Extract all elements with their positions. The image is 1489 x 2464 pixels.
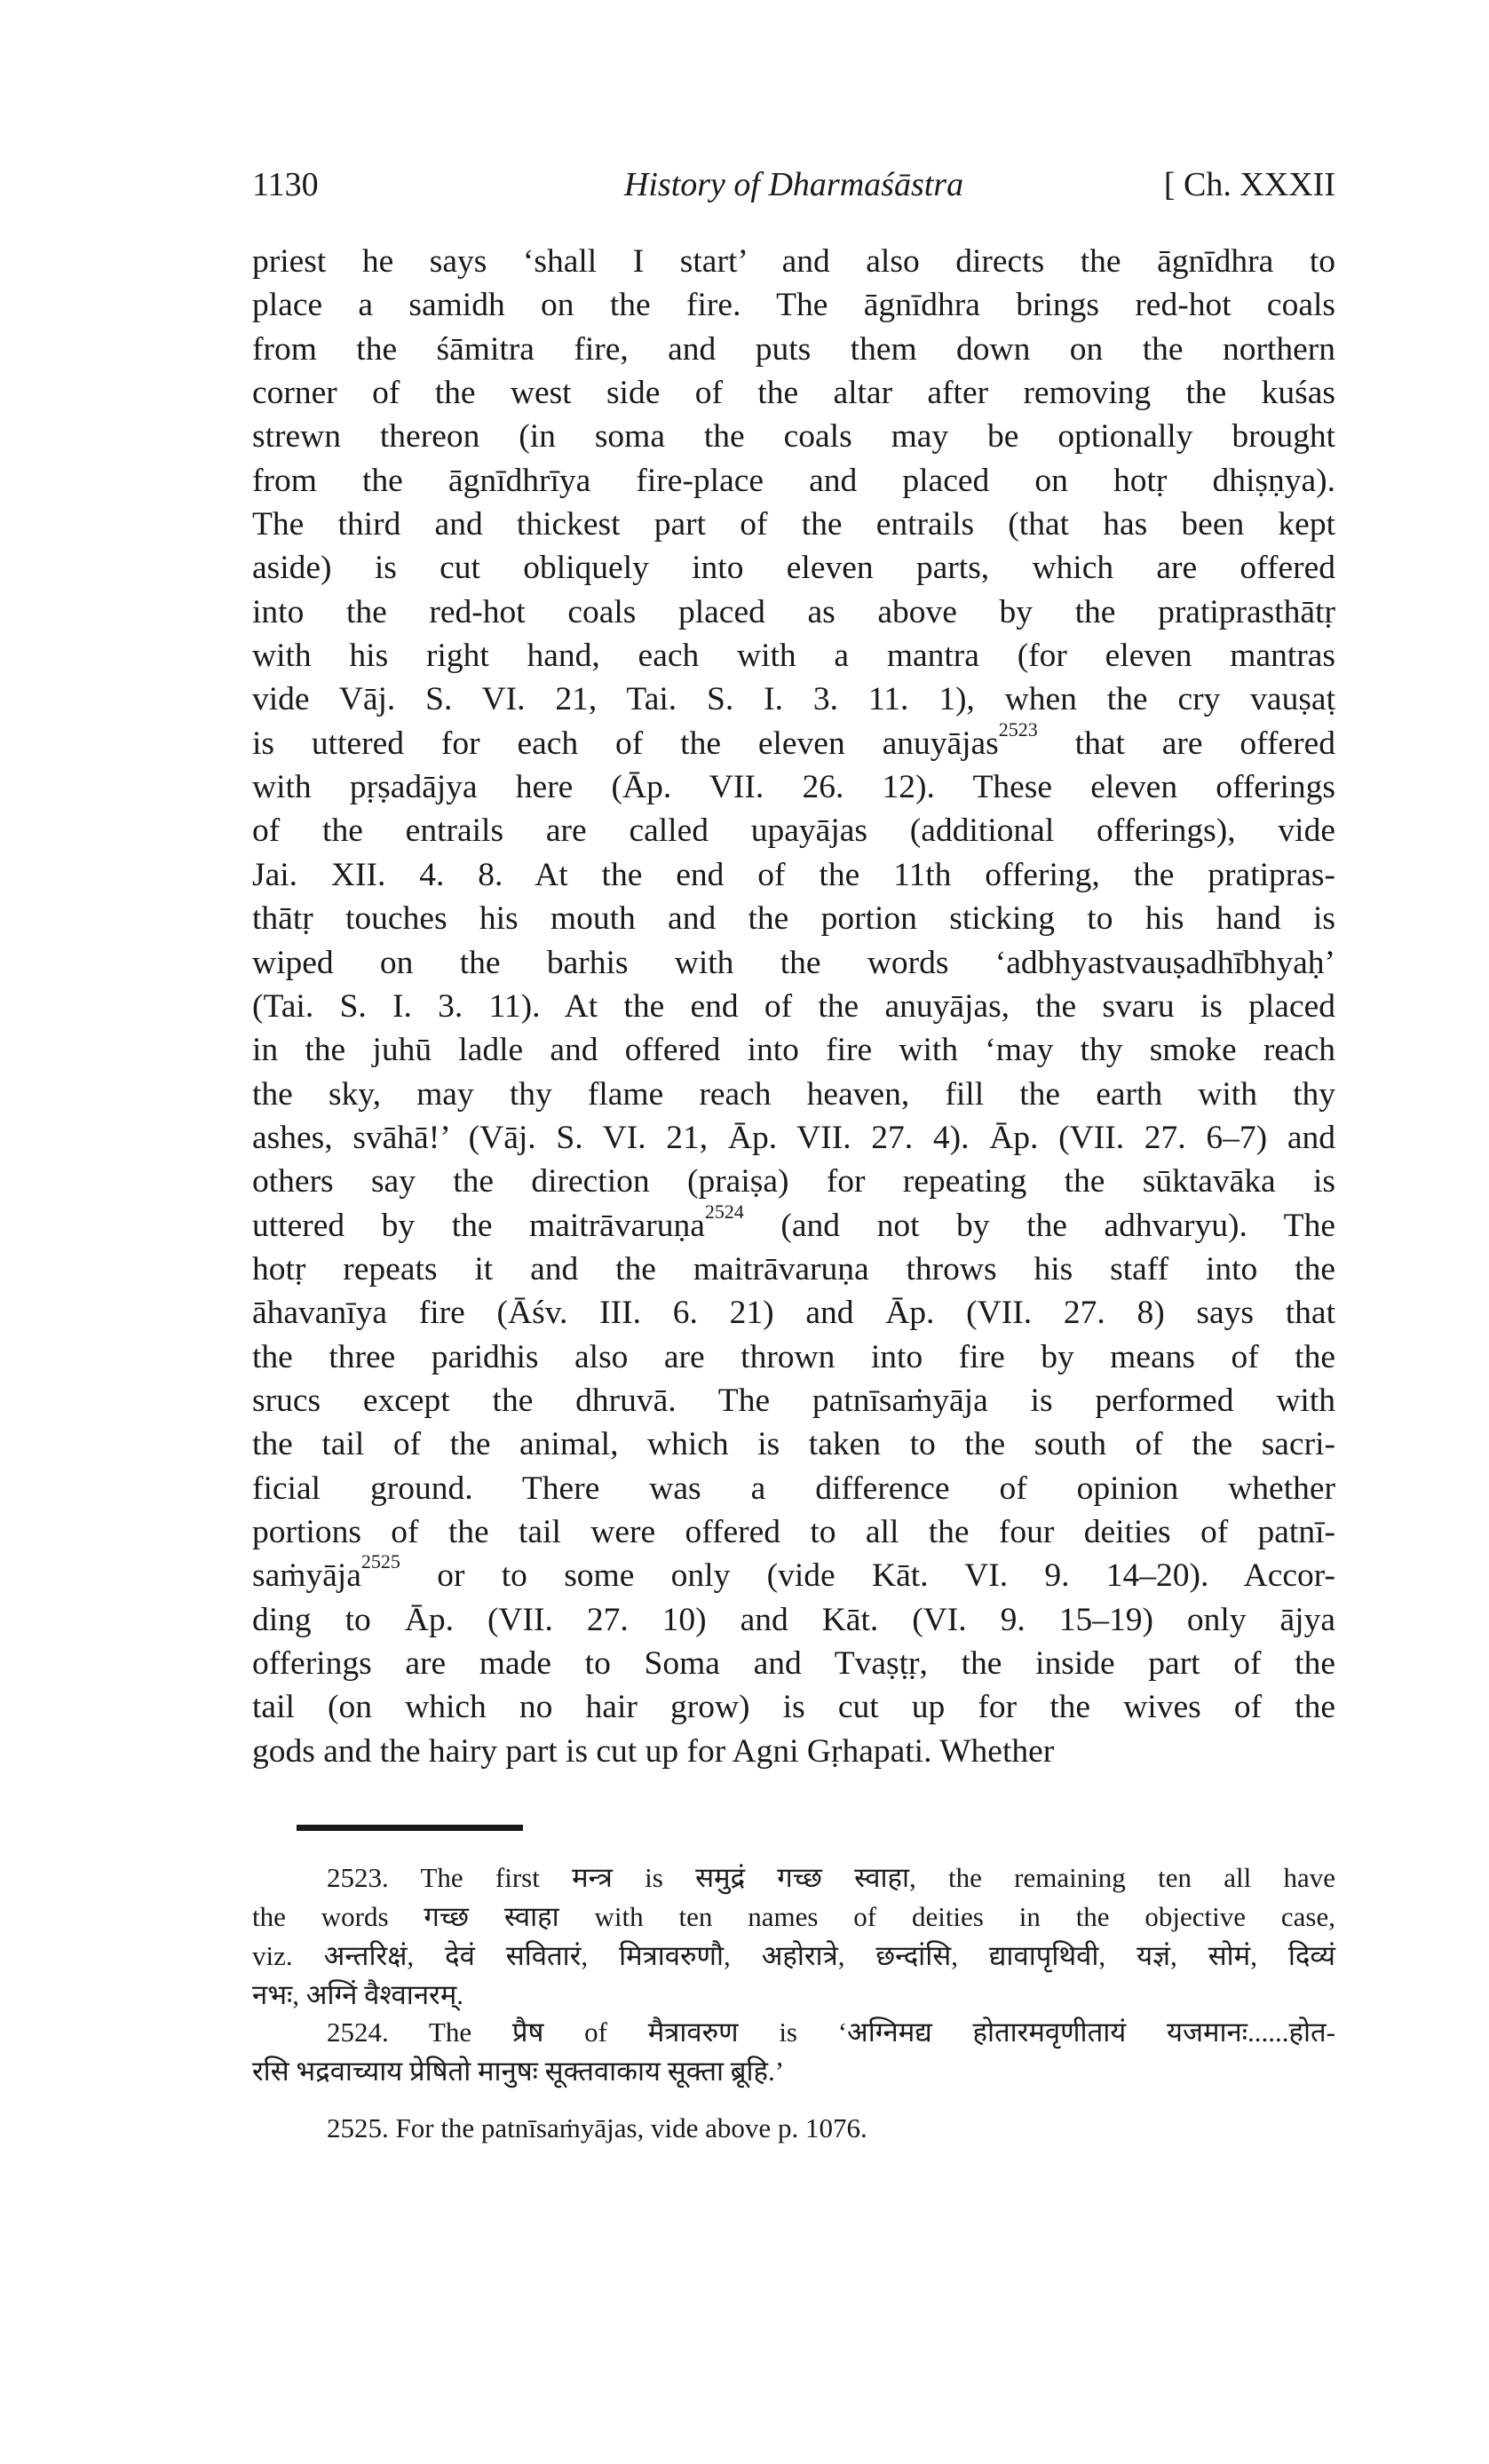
footnote-ref-2524[interactable]: 2524 [704, 1200, 744, 1223]
text-segment: saṁyāja [252, 1557, 361, 1595]
text-segment: is uttered for each of the eleven anuyājas [252, 725, 999, 762]
text-line [252, 717, 1336, 765]
text-line: Jai. XII. 4. 8. At the end of the 11th offering, the pratipras- [252, 856, 1335, 893]
text-line: into the red-hot coals placed as above by the pratiprasthātṛ [252, 593, 1335, 630]
text-line: wiped on the barhis with the words ‘adbhyastvauṣadhībhyaḥ’ [252, 944, 1335, 981]
footnote-2524 [252, 2013, 1335, 2091]
text-line: with pṛṣadājya here (Āp. VII. 26. 12). These eleven offerings [252, 769, 1335, 806]
footnote-ref-2525[interactable]: 2525 [360, 1550, 400, 1573]
chapter-label: [ Ch. XXXII [1163, 166, 1335, 203]
text-line: the tail of the animal, which is taken to the south of the sacri- [252, 1426, 1335, 1463]
footnote-2523 [252, 1858, 1335, 2015]
text-line: aside) is cut obliquely into eleven parts, which are offered [252, 550, 1335, 587]
text-line: āhavanīya fire (Āśv. III. 6. 21) and Āp. (VII. 27. 8) says that [252, 1295, 1335, 1332]
text-segment: (and not by the adhvaryu). The [780, 1207, 1335, 1244]
footnote-line: 2523. The first मन्त्र is समुद्रं गच्छ स्वाहा, the remaining ten all have [327, 1862, 1335, 1893]
running-title: History of Dharmaśāstra [623, 166, 964, 203]
text-segment: or to some only (vide Kāt. VI. 9. 14–20). Accor- [437, 1557, 1335, 1595]
footnote-line: 2525. For the patnīsaṁyājas, vide above p. 1076. [327, 2112, 867, 2143]
text-line: offerings are made to Soma and Tvaṣṭṛ, the inside part of the [252, 1645, 1335, 1682]
text-line: ding to Āp. (VII. 27. 10) and Kāt. (VI. 9. 15–19) only ājya [252, 1601, 1335, 1638]
page-number: 1130 [252, 166, 319, 203]
text-line: thātṛ touches his mouth and the portion sticking to his hand is [252, 900, 1335, 938]
text-line: corner of the west side of the altar after removing the kuśas [252, 375, 1335, 412]
text-line: vide Vāj. S. VI. 21, Tai. S. I. 3. 11. 1), when the cry vauṣaṭ [252, 681, 1335, 718]
footnote-line: the words गच्छ स्वाहा with ten names of deities in the objective case, [252, 1901, 1335, 1932]
footnote-line: रसि भद्रवाच्याय प्रेषितो मानुषः सूक्तवाकाय सूक्ता ब्रूहि.’ [252, 2056, 785, 2087]
footnote-line: 2524. The प्रैष of मैत्रावरुण is ‘अग्निमद्य होतारमवृणीतायं यजमानः......होत- [327, 2016, 1335, 2048]
footnote-divider [297, 1825, 523, 1831]
text-line: others say the direction (praiṣa) for repeating the sūktavāka is [252, 1163, 1335, 1200]
text-line: the sky, may thy flame reach heaven, fill the earth with thy [252, 1075, 1335, 1113]
text-line: The third and thickest part of the entrails (that has been kept [252, 506, 1335, 543]
text-line: ficial ground. There was a difference of opinion whether [252, 1470, 1335, 1507]
footnote-ref-2523[interactable]: 2523 [998, 717, 1038, 741]
text-line: strewn thereon (in soma the coals may be optionally brought [252, 418, 1335, 456]
footnote-line: viz. अन्तरिक्षं, देवं सवितारं, मित्रावरुणौ, अहोरात्रे, छन्दांसि, द्यावापृथिवी, यज्ञं, सोमं, दिव्यं [252, 1940, 1335, 1971]
text-segment: that are offered [1074, 725, 1336, 762]
text-line: in the juhū ladle and offered into fire with ‘may thy smoke reach [252, 1032, 1335, 1069]
text-line: from the āgnīdhrīya fire-place and placed on hotṛ dhiṣṇya). [252, 462, 1335, 499]
text-line: with his right hand, each with a mantra (for eleven mantras [252, 638, 1335, 675]
page-header [252, 165, 1335, 218]
footnote-2525 [252, 2109, 1335, 2148]
main-text [252, 240, 1335, 1773]
text-line [252, 1550, 1335, 1597]
text-line: ashes, svāhā!’ (Vāj. S. VI. 21, Āp. VII. 27. 4). Āp. (VII. 27. 6–7) and [252, 1119, 1335, 1156]
text-line [252, 1200, 1335, 1248]
text-segment: uttered by the maitrāvaruṇa [252, 1207, 705, 1244]
text-line: hotṛ repeats it and the maitrāvaruṇa throws his staff into the [252, 1250, 1335, 1287]
text-line: the three paridhis also are thrown into fire by means of the [252, 1338, 1335, 1375]
text-line: portions of the tail were offered to all the four deities of patnī- [252, 1513, 1335, 1550]
text-line: srucs except the dhruvā. The patnīsaṁyāja is performed with [252, 1382, 1335, 1419]
text-line: (Tai. S. I. 3. 11). At the end of the anuyājas, the svaru is placed [252, 987, 1335, 1025]
text-line: place a samidh on the fire. The āgnīdhra brings red-hot coals [252, 287, 1335, 324]
text-line: from the śāmitra fire, and puts them down on the northern [252, 330, 1335, 368]
text-line: priest he says ‘shall I start’ and also directs the āgnīdhra to [252, 243, 1335, 280]
text-line: gods and the hairy part is cut up for Agni Gṛhapati. Whether [252, 1732, 1055, 1770]
text-line: of the entrails are called upayājas (additional offerings), vide [252, 812, 1335, 850]
footnote-line: नभः, अग्निं वैश्वानरम्. [252, 1979, 463, 2010]
text-line: tail (on which no hair grow) is cut up for the wives of the [252, 1689, 1335, 1726]
